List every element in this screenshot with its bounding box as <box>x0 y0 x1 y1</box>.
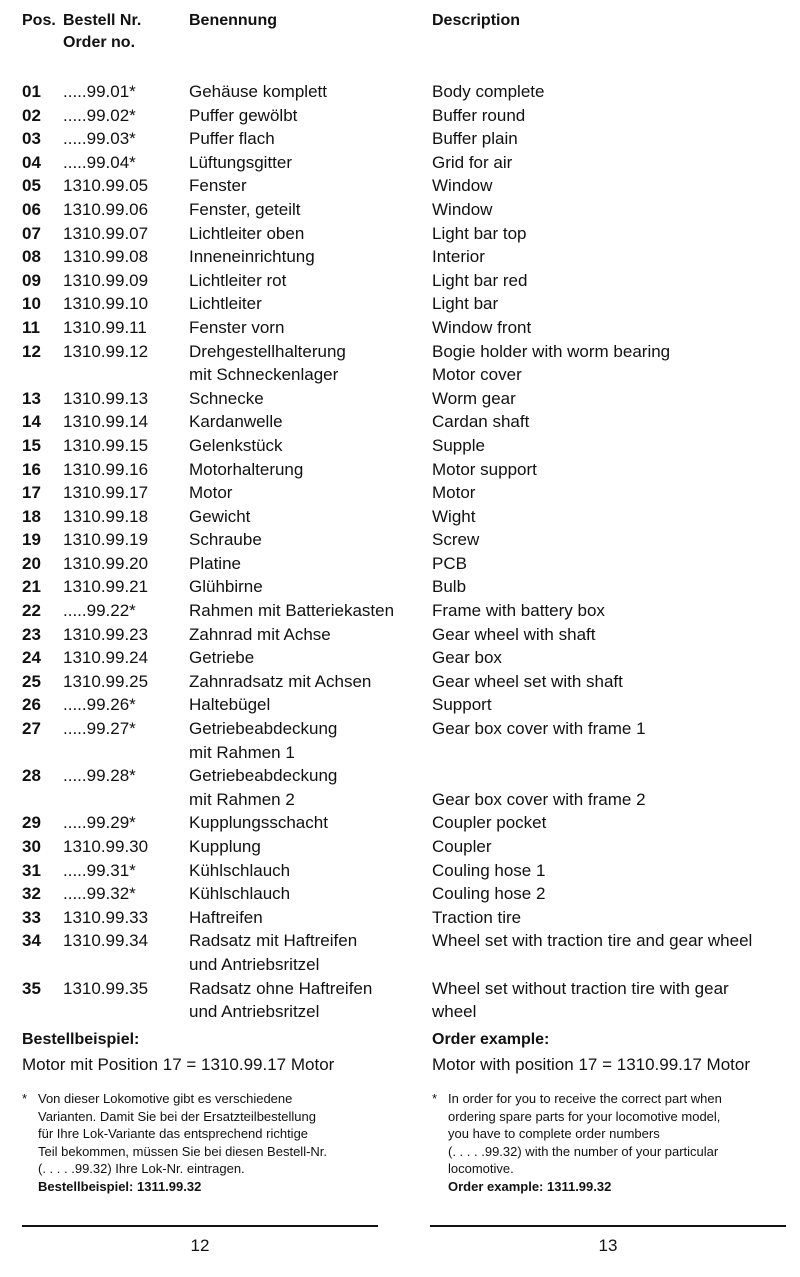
row-name-en: Motor cover <box>432 365 522 385</box>
row-name-de: Radsatz mit Haftreifen <box>189 931 358 951</box>
row-pos: 05 <box>22 176 41 196</box>
row-name-de: Lichtleiter oben <box>189 223 305 243</box>
row-order-no: .....99.27* <box>63 719 136 739</box>
row-name-de: Kühlschlauch <box>189 860 291 880</box>
row-name-en: PCB <box>432 553 467 573</box>
row-name-de: Platine <box>189 553 241 573</box>
row-pos: 11 <box>22 317 40 337</box>
row-pos: 10 <box>22 294 41 314</box>
row-order-no: 1310.99.21 <box>63 577 149 597</box>
row-name-en: Light bar <box>432 294 499 314</box>
row-pos: 34 <box>22 931 41 951</box>
row-pos: 21 <box>22 577 41 597</box>
row-name-de: Getriebeabdeckung <box>189 766 338 786</box>
row-name-en: Bogie holder with worm bearing <box>432 341 671 361</box>
row-name-de: Kupplungsschacht <box>189 813 328 833</box>
row-pos: 22 <box>22 601 41 621</box>
table-row <box>0 245 800 269</box>
row-name-de: und Antriebsritzel <box>189 1002 320 1022</box>
row-name-de: Puffer gewölbt <box>189 105 298 125</box>
row-name-en: Couling hose 2 <box>432 884 546 904</box>
row-name-de: Zahnrad mit Achse <box>189 624 331 644</box>
footnote-de-line: Von dieser Lokomotive gibt es verschiedene <box>38 1091 293 1106</box>
row-name-en: Interior <box>432 247 485 267</box>
row-order-no: 1310.99.33 <box>63 907 149 927</box>
footnote-en-line: (. . . . .99.32) with the number of your particular <box>448 1143 719 1159</box>
footnote-en-star: * <box>432 1091 438 1106</box>
row-order-no: 1310.99.16 <box>63 459 149 479</box>
order-example-de-line: Motor mit Position 17 = 1310.99.17 Motor <box>22 1055 335 1074</box>
table-row <box>0 599 800 623</box>
row-name-de: Kardanwelle <box>189 412 283 432</box>
row-pos: 15 <box>22 435 41 455</box>
table-row <box>0 670 800 694</box>
row-pos: 13 <box>22 388 41 408</box>
footnote-de-star: * <box>22 1091 28 1106</box>
row-order-no: 1310.99.10 <box>63 294 149 314</box>
table-row <box>0 906 800 930</box>
row-order-no: .....99.32* <box>63 884 136 904</box>
row-pos: 35 <box>22 978 41 998</box>
row-name-de: Rahmen mit Batteriekasten <box>189 601 395 621</box>
row-name-en: Window <box>432 176 493 196</box>
row-name-en: Window front <box>432 317 532 337</box>
footnote-de-line: (. . . . .99.32) Ihre Lok-Nr. eintragen. <box>38 1161 245 1176</box>
row-name-en: Screw <box>432 530 480 550</box>
row-name-en: wheel <box>432 1002 477 1022</box>
row-pos: 24 <box>22 648 41 668</box>
table-row <box>0 623 800 647</box>
header-order-en: Order no. <box>63 34 136 51</box>
header-order-de: Bestell Nr. <box>63 12 142 29</box>
order-example-en-line: Motor with position 17 = 1310.99.17 Motor <box>432 1055 750 1074</box>
row-pos: 30 <box>22 837 41 856</box>
table-row <box>0 151 800 175</box>
table-row <box>0 882 800 906</box>
footnote-en-line: you have to complete order numbers <box>448 1126 660 1141</box>
row-order-no: .....99.03* <box>63 129 136 149</box>
row-pos: 17 <box>22 483 41 503</box>
row-name-en: Motor support <box>432 459 537 479</box>
table-row <box>0 292 800 316</box>
footnote-de-line: Teil bekommen, müssen Sie bei diesen Bestell-Nr. <box>38 1143 328 1159</box>
footnote-de <box>22 1090 382 1195</box>
row-pos: 31 <box>22 860 41 880</box>
row-pos: 32 <box>22 884 41 904</box>
row-pos: 04 <box>22 152 41 172</box>
row-pos: 03 <box>22 129 41 149</box>
table-row <box>0 316 800 340</box>
row-order-no: 1310.99.17 <box>63 483 149 503</box>
row-name-de: Fenster vorn <box>189 317 285 337</box>
row-name-en: Frame with battery box <box>432 601 605 621</box>
row-order-no: 1310.99.08 <box>63 247 149 267</box>
row-name-en: Grid for air <box>432 152 513 172</box>
table-row <box>0 174 800 198</box>
row-pos: 09 <box>22 270 41 290</box>
row-name-en: Coupler <box>432 837 492 856</box>
row-order-no: .....99.22* <box>63 601 136 621</box>
row-pos: 26 <box>22 695 41 715</box>
row-order-no: 1310.99.25 <box>63 671 149 691</box>
row-name-de: mit Rahmen 1 <box>189 742 295 762</box>
row-name-de: Gewicht <box>189 506 251 526</box>
footnote-en-line: In order for you to receive the correct part when <box>448 1091 722 1106</box>
row-name-de: Inneneinrichtung <box>189 247 315 267</box>
row-name-de: mit Schneckenlager <box>189 365 339 385</box>
row-name-de: Getriebe <box>189 648 255 668</box>
header-pos: Pos. <box>22 12 56 29</box>
row-order-no: 1310.99.11 <box>63 317 147 337</box>
order-example-de-title: Bestellbeispiel: <box>22 1031 140 1048</box>
table-row <box>0 198 800 222</box>
table-row <box>0 693 800 717</box>
row-name-en: Couling hose 1 <box>432 860 546 880</box>
row-order-no: 1310.99.19 <box>63 530 149 550</box>
row-name-en: Support <box>432 695 492 715</box>
row-order-no: 1310.99.20 <box>63 553 149 573</box>
footer-rule-right <box>430 1225 786 1227</box>
row-pos: 14 <box>22 412 41 432</box>
row-name-de: Lüftungsgitter <box>189 152 293 172</box>
row-pos: 01 <box>22 82 41 101</box>
row-name-de: mit Rahmen 2 <box>189 789 295 809</box>
footer-rule-left <box>22 1225 378 1227</box>
row-name-de: Haltebügel <box>189 695 271 715</box>
row-order-no: 1310.99.12 <box>63 341 149 361</box>
row-name-de: Glühbirne <box>189 577 263 597</box>
footnote-en <box>432 1090 792 1195</box>
row-name-en: Wheel set without traction tire with gear <box>432 978 729 998</box>
row-order-no: 1310.99.09 <box>63 270 149 290</box>
row-order-no: 1310.99.23 <box>63 624 149 644</box>
row-name-en: Light bar top <box>432 223 527 243</box>
row-name-en: Wheel set with traction tire and gear wheel <box>432 931 753 951</box>
row-name-de: und Antriebsritzel <box>189 954 320 974</box>
row-name-de: Puffer flach <box>189 129 275 149</box>
row-order-no: .....99.28* <box>63 766 136 786</box>
table-row <box>0 552 800 576</box>
row-pos: 23 <box>22 624 41 644</box>
row-name-en: Wight <box>432 506 476 526</box>
row-name-en: Coupler pocket <box>432 813 547 833</box>
row-pos: 19 <box>22 530 41 550</box>
row-name-de: Gelenkstück <box>189 435 283 455</box>
row-name-en: Window <box>432 199 493 219</box>
row-name-de: Kupplung <box>189 837 261 856</box>
row-order-no: 1310.99.15 <box>63 435 149 455</box>
footnote-en-line: locomotive. <box>448 1161 514 1176</box>
row-pos: 20 <box>22 553 41 573</box>
table-row <box>0 859 800 883</box>
row-order-no: 1310.99.05 <box>63 176 149 196</box>
row-name-de: Schraube <box>189 530 262 550</box>
row-order-no: .....99.26* <box>63 695 136 715</box>
table-row <box>0 835 800 859</box>
table-row <box>0 458 800 482</box>
row-name-en: Gear wheel set with shaft <box>432 671 623 691</box>
row-order-no: 1310.99.13 <box>63 388 149 408</box>
row-order-no: 1310.99.14 <box>63 412 149 432</box>
table-row <box>0 434 800 458</box>
table-row <box>0 222 800 246</box>
row-name-en: Supple <box>432 435 485 455</box>
table-row <box>0 481 800 505</box>
table-row <box>0 340 800 387</box>
row-name-en: Worm gear <box>432 388 516 408</box>
row-order-no: 1310.99.07 <box>63 223 149 243</box>
footnote-de-line: Varianten. Damit Sie bei der Ersatzteilbestellung <box>38 1108 316 1124</box>
row-name-en: Gear wheel with shaft <box>432 624 596 644</box>
header-name-de: Benennung <box>189 12 277 29</box>
row-name-en: Buffer round <box>432 105 526 125</box>
table-row <box>0 410 800 434</box>
table-row <box>0 646 800 670</box>
row-name-de: Haftreifen <box>189 907 263 927</box>
table-row <box>0 528 800 552</box>
row-name-en: Traction tire <box>432 907 522 927</box>
table-row <box>0 127 800 151</box>
row-name-de: Fenster, geteilt <box>189 199 301 219</box>
table-row <box>0 505 800 529</box>
page-number-left: 12 <box>190 1236 210 1255</box>
row-name-de: Radsatz ohne Haftreifen <box>189 978 373 998</box>
row-order-no: 1310.99.30 <box>63 837 149 856</box>
row-name-de: Motorhalterung <box>189 459 304 479</box>
table-row <box>0 977 800 1024</box>
row-name-de: Zahnradsatz mit Achsen <box>189 671 372 691</box>
row-order-no: .....99.29* <box>63 813 136 833</box>
row-pos: 16 <box>22 459 41 479</box>
order-example-en-title: Order example: <box>432 1031 550 1048</box>
row-pos: 08 <box>22 247 41 267</box>
row-name-de: Getriebeabdeckung <box>189 719 338 739</box>
row-name-en: Cardan shaft <box>432 412 530 432</box>
row-order-no: 1310.99.06 <box>63 199 149 219</box>
row-name-en: Bulb <box>432 577 467 597</box>
row-pos: 27 <box>22 719 41 739</box>
footnote-de-example: Bestellbeispiel: 1311.99.32 <box>38 1178 202 1194</box>
row-name-en: Gear box cover with frame 1 <box>432 719 646 739</box>
row-pos: 12 <box>22 341 41 361</box>
row-pos: 18 <box>22 506 41 526</box>
table-row <box>0 104 800 128</box>
header-order <box>63 10 141 54</box>
row-order-no: .....99.02* <box>63 105 136 125</box>
row-pos: 06 <box>22 199 41 219</box>
table-row <box>0 575 800 599</box>
row-order-no: 1310.99.18 <box>63 506 149 526</box>
table-row <box>0 717 800 764</box>
row-pos: 33 <box>22 907 41 927</box>
table-row <box>0 811 800 835</box>
row-name-en: Gear box <box>432 648 502 668</box>
table-row <box>0 269 800 293</box>
row-name-de: Gehäuse komplett <box>189 82 327 101</box>
row-order-no: .....99.31* <box>63 860 136 880</box>
row-name-en: Light bar red <box>432 270 528 290</box>
footnote-en-line: ordering spare parts for your locomotive model, <box>448 1108 721 1124</box>
row-order-no: 1310.99.35 <box>63 978 149 998</box>
row-name-de: Motor <box>189 483 233 503</box>
row-pos: 29 <box>22 813 41 833</box>
row-name-de: Kühlschlauch <box>189 884 291 904</box>
row-pos: 02 <box>22 105 41 125</box>
footnote-de-line: für Ihre Lok-Variante das entsprechend richtige <box>38 1126 309 1141</box>
row-order-no: .....99.04* <box>63 152 136 172</box>
row-name-de: Lichtleiter rot <box>189 270 287 290</box>
row-name-en: Buffer plain <box>432 129 518 149</box>
row-order-no: .....99.01* <box>63 82 136 101</box>
header-name-en: Description <box>432 12 521 29</box>
page-number-right: 13 <box>598 1236 618 1255</box>
row-pos: 07 <box>22 223 41 243</box>
row-name-de: Fenster <box>189 176 247 196</box>
row-name-de: Drehgestellhalterung <box>189 341 346 361</box>
table-row <box>0 80 800 104</box>
table-row <box>0 929 800 976</box>
row-pos: 25 <box>22 671 41 691</box>
table-row <box>0 764 800 811</box>
table-row <box>0 387 800 411</box>
row-name-de: Lichtleiter <box>189 294 262 314</box>
row-name-en: Motor <box>432 483 476 503</box>
footnote-en-example: Order example: 1311.99.32 <box>448 1178 612 1194</box>
row-name-de: Schnecke <box>189 388 264 408</box>
row-name-en: Gear box cover with frame 2 <box>432 789 646 809</box>
row-order-no: 1310.99.24 <box>63 648 149 668</box>
parts-table <box>0 80 800 1024</box>
row-pos: 28 <box>22 766 41 786</box>
row-name-en: Body complete <box>432 82 545 101</box>
row-order-no: 1310.99.34 <box>63 931 149 951</box>
